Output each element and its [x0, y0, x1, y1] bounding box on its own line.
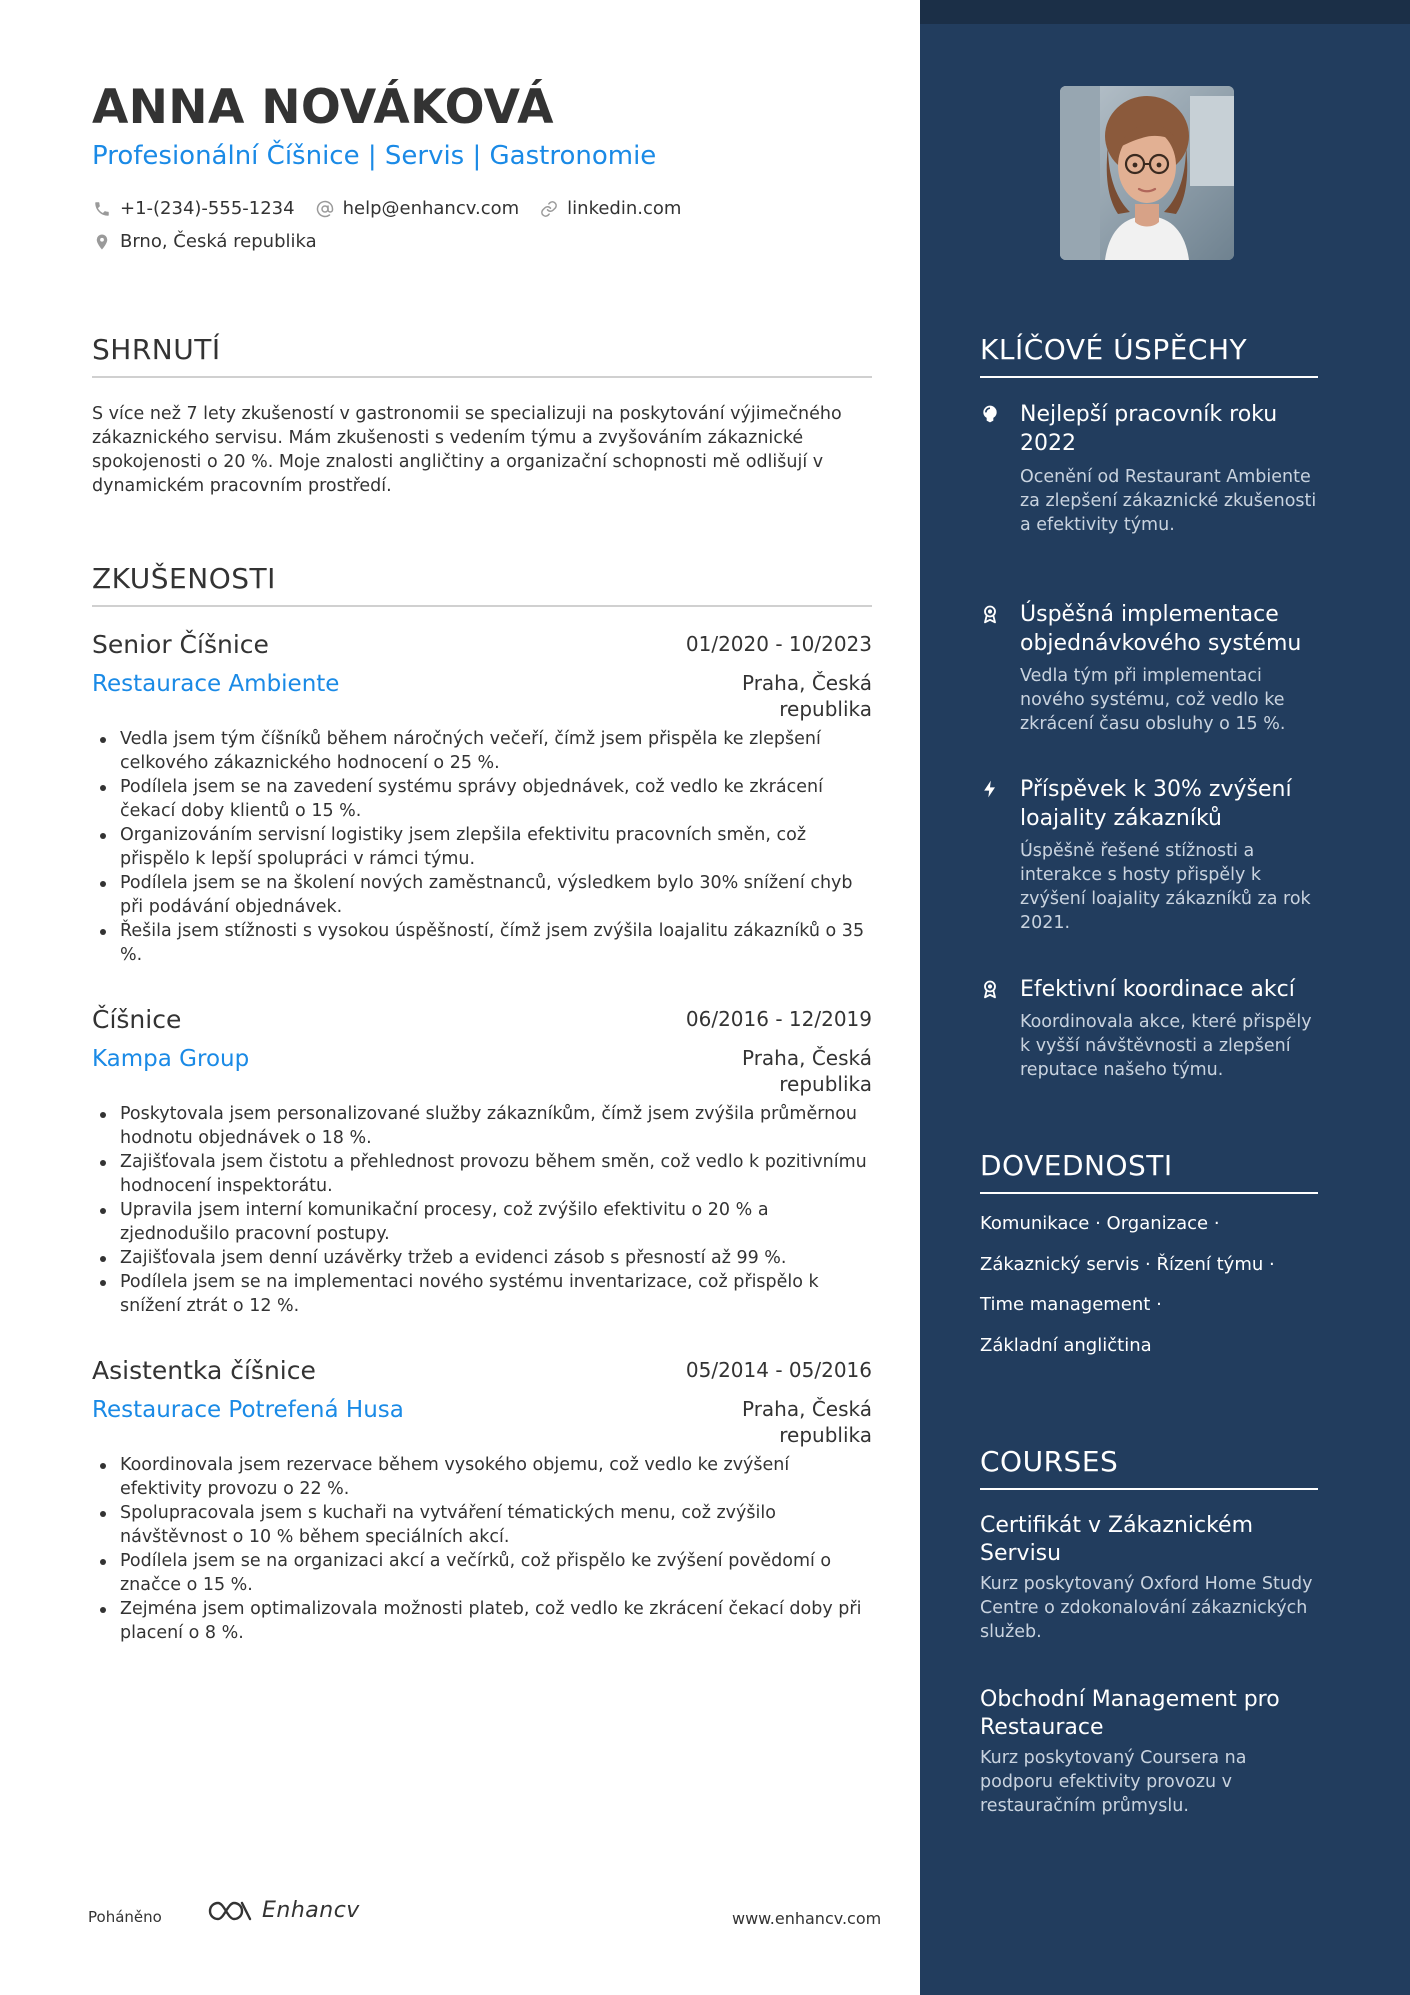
- skill-line: Time management ·: [980, 1294, 1162, 1315]
- location-pin-icon: [92, 232, 112, 252]
- job-bullets: [92, 1102, 872, 1318]
- list-item: Koordinovala jsem rezervace během vysokého objemu, což vedlo ke zvýšení efektivity provozu o 22 %.: [92, 1453, 872, 1501]
- list-item: Zajišťovala jsem čistotu a přehlednost provozu během směn, což vedlo k pozitivnímu hodnocení inspektorátu.: [92, 1150, 872, 1198]
- list-item: Podílela jsem se na implementaci nového systému inventarizace, což přispělo k snížení ztrát o 12 %.: [92, 1270, 872, 1318]
- achievement-title: Úspěšná implementace objednávkového systému: [1020, 602, 1302, 656]
- skill-line: Zákaznický servis · Řízení týmu ·: [980, 1253, 1275, 1275]
- achievement-title: Příspěvek k 30% zvýšení loajality zákazníků: [1020, 777, 1292, 831]
- contact-row: [92, 231, 337, 252]
- contact-linkedin: [539, 198, 681, 219]
- list-item: Vedla jsem tým číšníků během náročných večeří, čímž jsem přispěla ke zlepšení celkového zákaznického hodnocení o 25 %.: [92, 727, 872, 775]
- list-item: Organizováním servisní logistiky jsem zlepšila efektivitu pracovních směn, což přispělo k lepší spolupráci v rámci týmu.: [92, 823, 872, 871]
- phone-text: +1-(234)-555-1234: [120, 198, 295, 219]
- job-company: Kampa Group: [92, 1046, 250, 1072]
- contact-email: [315, 198, 520, 219]
- course-item: [980, 1512, 1320, 1644]
- list-item: Zajišťovala jsem denní uzávěrky tržeb a evidenci zásob s přesností až 99 %.: [92, 1246, 872, 1270]
- footer-powered-by: Poháněno: [88, 1908, 162, 1926]
- skills-list: [980, 1212, 1320, 1374]
- linkedin-text[interactable]: linkedin.com: [567, 198, 682, 219]
- contact-row: [92, 198, 701, 219]
- skill-line: Základní angličtina: [980, 1334, 1152, 1356]
- course-description: Kurz poskytovaný Oxford Home Study Centre o zdokonalování zákaznických služeb.: [980, 1574, 1313, 1642]
- list-item: Zejména jsem optimalizovala možnosti plateb, což vedlo ke zkrácení čekací doby při placení o 8 %.: [92, 1597, 872, 1645]
- list-item: Podílela jsem se na organizaci akcí a večírků, což přispělo ke zvýšení povědomí o značce o 15 %.: [92, 1549, 872, 1597]
- list-item: Poskytovala jsem personalizované služby zákazníkům, čímž jsem zvýšila průměrnou hodnotu objednávek o 18 %.: [92, 1102, 872, 1150]
- at-sign-icon: [315, 199, 335, 219]
- footer-website[interactable]: www.enhancv.com: [732, 1909, 882, 1928]
- achievement-description: Úspěšně řešené stížnosti a interakce s hosty přispěly k zvýšení loajality zákazníků za rok 2021.: [1020, 841, 1311, 933]
- enhancv-logo[interactable]: [206, 1898, 360, 1923]
- course-item: [980, 1686, 1320, 1818]
- sidebar-top-band: [920, 0, 1410, 24]
- job-dates: 06/2016 - 12/2019: [685, 1007, 872, 1031]
- summary-text: S více než 7 lety zkušeností v gastronomii se specializuji na poskytování výjimečného zákaznického servisu. Mám zkušenosti s vedením týmu a zvyšováním zákaznické spokojenosti o 20 %. Moje znalosti angličtiny a organizační schopnosti mě odlišují v dynamickém pracovním prostředí.: [92, 404, 842, 496]
- section-title-achievements: KLÍČOVÉ ÚSPĚCHY: [980, 333, 1318, 378]
- job-title: Číšnice: [92, 1005, 182, 1034]
- course-title: Certifikát v Zákaznickém Servisu: [980, 1513, 1254, 1566]
- profile-photo: [1060, 86, 1234, 260]
- sidebar: [920, 0, 1410, 1995]
- job-bullets: [92, 1453, 872, 1645]
- job-title: Asistentka číšnice: [92, 1356, 316, 1385]
- section-title-courses: COURSES: [980, 1445, 1318, 1490]
- skill-line: Komunikace · Organizace ·: [980, 1213, 1220, 1234]
- enhancv-logo-text: Enhancv: [262, 1898, 360, 1923]
- lightning-icon: [980, 779, 1002, 801]
- contact-phone: [92, 198, 295, 219]
- contact-location: [92, 231, 317, 252]
- section-title-experience: ZKUŠENOSTI: [92, 562, 872, 607]
- list-item: Upravila jsem interní komunikační procesy, což zvýšilo efektivitu o 20 % a zjednodušilo pracovní postupy.: [92, 1198, 872, 1246]
- course-description: Kurz poskytovaný Coursera na podporu efektivity provozu v restauračním průmyslu.: [980, 1748, 1247, 1816]
- job-company: Restaurace Ambiente: [92, 671, 340, 697]
- lightbulb-icon: [980, 404, 1002, 426]
- achievement-description: Ocenění od Restaurant Ambiente za zlepšení zákaznické zkušenosti a efektivity týmu.: [1020, 467, 1317, 535]
- job-company: Restaurace Potrefená Husa: [92, 1397, 404, 1423]
- candidate-headline: Profesionální Číšnice | Servis | Gastronomie: [92, 141, 657, 171]
- enhancv-logo-icon: [206, 1899, 254, 1923]
- section-title-summary: SHRNUTÍ: [92, 333, 872, 378]
- job-location: Praha, Česká republika: [741, 671, 872, 721]
- achievement-title: Nejlepší pracovník roku 2022: [1020, 402, 1278, 456]
- job-dates: 05/2014 - 05/2016: [685, 1358, 872, 1382]
- candidate-name: ANNA NOVÁKOVÁ: [92, 80, 554, 135]
- list-item: Spolupracovala jsem s kuchaři na vytváření tématických menu, což zvýšilo návštěvnost o 10 % během speciálních akcí.: [92, 1501, 872, 1549]
- section-title-skills: DOVEDNOSTI: [980, 1149, 1318, 1194]
- phone-icon: [92, 199, 112, 219]
- link-icon: [539, 199, 559, 219]
- job-location: Praha, Česká republika: [741, 1397, 872, 1447]
- list-item: Řešila jsem stížnosti s vysokou úspěšností, čímž jsem zvýšila loajalitu zákazníků o 35 %.: [92, 919, 872, 967]
- course-title: Obchodní Management pro Restaurace: [980, 1687, 1280, 1740]
- list-item: Podílela jsem se na zavedení systému správy objednávek, což vedlo ke zkrácení čekací doby klientů o 15 %.: [92, 775, 872, 823]
- award-icon: [980, 604, 1002, 626]
- email-text[interactable]: help@enhancv.com: [342, 198, 520, 219]
- job-title: Senior Číšnice: [92, 630, 269, 659]
- achievement-description: Koordinovala akce, které přispěly k vyšší návštěvnosti a zlepšení reputace našeho týmu.: [1020, 1012, 1312, 1080]
- achievement-title: Efektivní koordinace akcí: [1020, 977, 1295, 1002]
- job-dates: 01/2020 - 10/2023: [685, 632, 872, 656]
- award-icon: [980, 979, 1002, 1001]
- location-text: Brno, Česká republika: [120, 231, 317, 252]
- achievement-description: Vedla tým při implementaci nového systému, což vedlo ke zkrácení času obsluhy o 15 %.: [1020, 666, 1286, 734]
- job-location: Praha, Česká republika: [741, 1046, 872, 1096]
- list-item: Podílela jsem se na školení nových zaměstnanců, výsledkem bylo 30% snížení chyb při podávání objednávek.: [92, 871, 872, 919]
- job-bullets: [92, 727, 872, 967]
